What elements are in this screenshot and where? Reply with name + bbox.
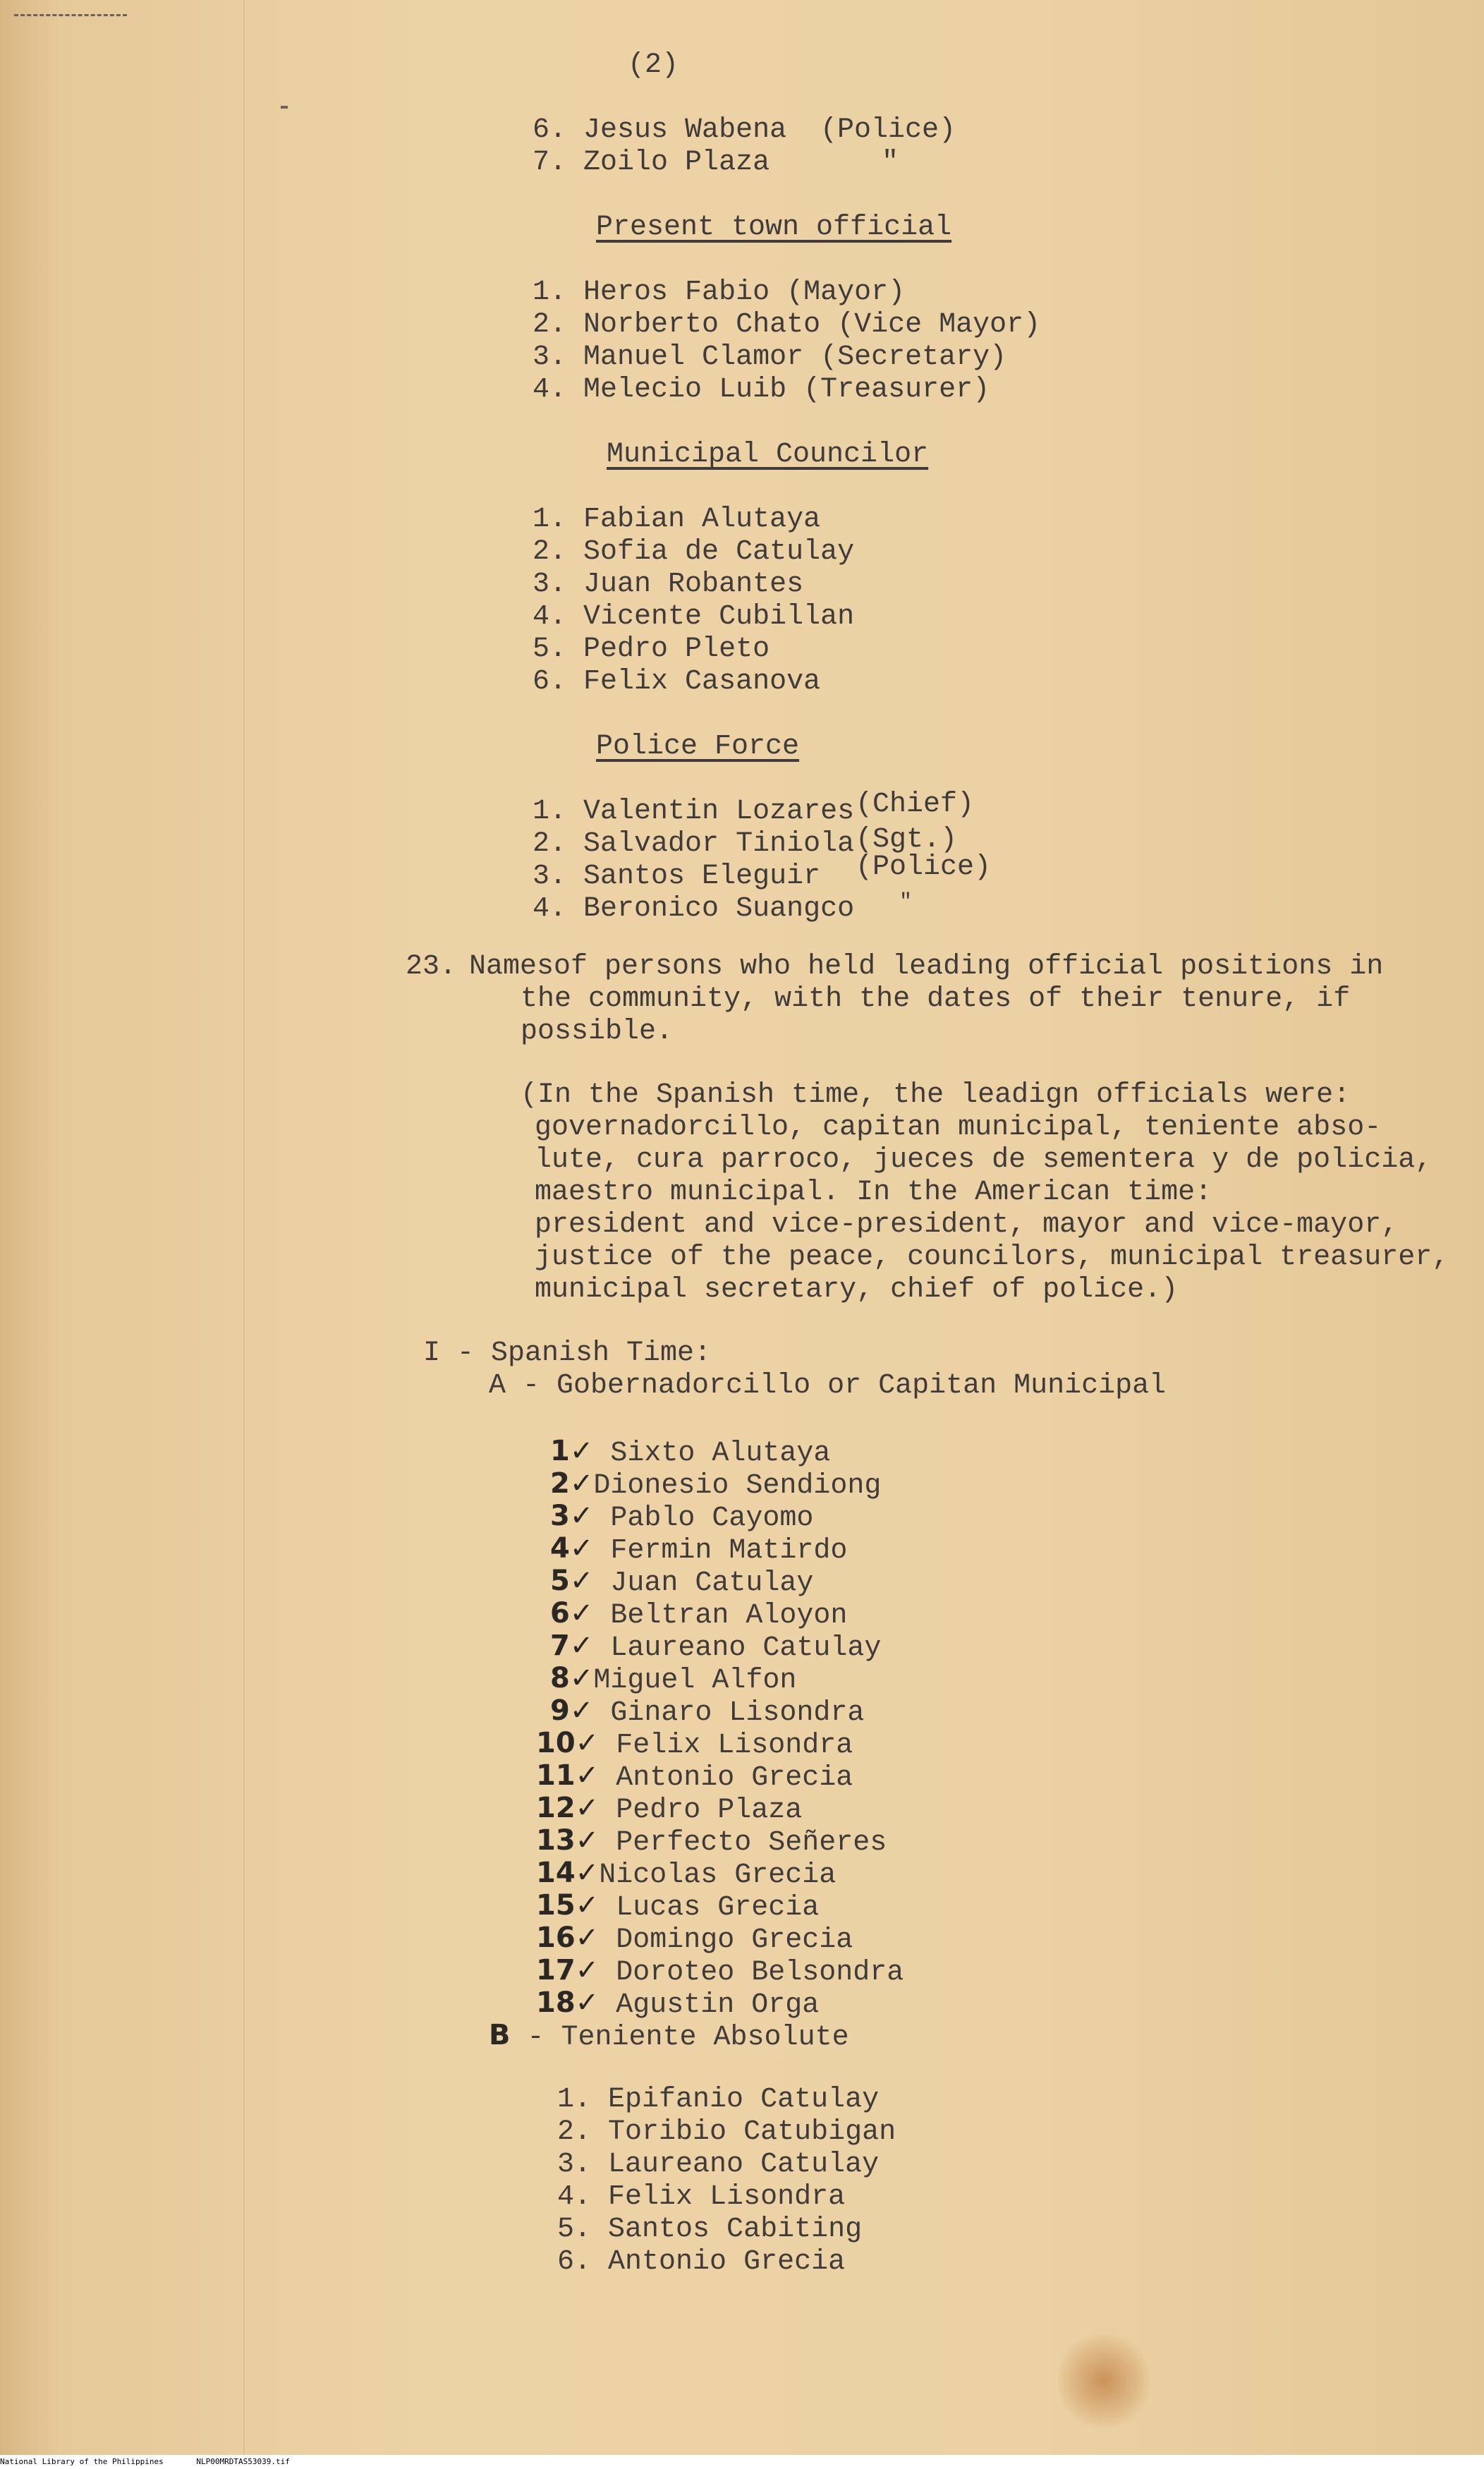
check-icon: ✓ xyxy=(569,1694,594,1727)
subsection-heading: B - Teniente Absolute xyxy=(489,2019,849,2054)
list-item: 6. Felix Casanova xyxy=(533,666,821,698)
section-heading: Municipal Councilor xyxy=(607,439,929,471)
subsection-heading: A - Gobernadorcillo or Capitan Municipal xyxy=(489,1370,1167,1402)
section-heading: I - Spanish Time: xyxy=(423,1337,712,1369)
check-icon: ✓ xyxy=(569,1597,594,1630)
list-item: 6✓ Beltran Aloyon xyxy=(550,1597,848,1632)
list-item: 11✓ Antonio Grecia xyxy=(536,1759,853,1794)
list-item: 1✓ Sixto Alutaya xyxy=(550,1435,831,1469)
list-item: 2✓Dionesio Sendiong xyxy=(550,1467,882,1502)
list-item: 3. Juan Robantes xyxy=(533,569,804,600)
instruction-line: justice of the peace, councilors, municipal treasurer, xyxy=(535,1242,1449,1273)
item-note: (Police) xyxy=(820,114,956,146)
dot-mark xyxy=(281,106,288,109)
item-note: " xyxy=(882,147,899,178)
check-icon: ✓ xyxy=(569,1435,594,1467)
list-item: 16✓ Domingo Grecia xyxy=(536,1922,853,1956)
check-icon: ✓ xyxy=(575,1824,600,1857)
list-item: 2. Salvador Tiniola xyxy=(533,828,855,860)
scan-footer xyxy=(0,2455,1484,2469)
list-item: 13✓ Perfecto Señeres xyxy=(536,1824,887,1859)
instruction-line: president and vice-president, mayor and vice-mayor, xyxy=(535,1209,1399,1241)
instruction-line: municipal secretary, chief of police.) xyxy=(535,1274,1179,1306)
check-icon: ✓ xyxy=(575,1727,600,1759)
list-item: 17✓ Doroteo Belsondra xyxy=(536,1954,904,1989)
question-number: 23. xyxy=(406,951,457,983)
list-item: 1. Heros Fabio (Mayor) xyxy=(533,277,906,308)
instruction-line: governadorcillo, capitan municipal, teniente abso- xyxy=(535,1112,1382,1143)
list-item: 12✓ Pedro Plaza xyxy=(536,1792,803,1826)
list-item: 3✓ Pablo Cayomo xyxy=(550,1500,814,1534)
item-note: " xyxy=(899,890,913,914)
list-item: 18✓ Agustin Orga xyxy=(536,1986,820,2021)
list-item: 4. Vicente Cubillan xyxy=(533,601,855,633)
list-item xyxy=(533,114,786,147)
list-item: 1. Fabian Alutaya xyxy=(533,504,821,535)
item-name: Jesus Wabena xyxy=(583,114,787,146)
list-item: 5. Santos Cabiting xyxy=(557,2214,863,2245)
corner-mark xyxy=(14,14,127,16)
item-number: 6. xyxy=(533,114,567,146)
list-item: 2. Toribio Catubigan xyxy=(557,2116,896,2148)
list-item: 14✓Nicolas Grecia xyxy=(536,1857,837,1891)
check-icon: ✓ xyxy=(575,1986,600,2019)
list-item: 2. Norberto Chato (Vice Mayor) xyxy=(533,309,1041,341)
list-item: 4. Beronico Suangco xyxy=(533,893,855,925)
list-item: 15✓ Lucas Grecia xyxy=(536,1889,820,1924)
fold-line xyxy=(243,0,245,2455)
item-number: 7. xyxy=(533,147,567,178)
check-icon: ✓ xyxy=(569,1532,594,1565)
footer-filename: NLP00MRDTAS53039.tif xyxy=(196,2457,290,2466)
question-line: possible. xyxy=(521,1016,674,1048)
list-item: 3. Manuel Clamor (Secretary) xyxy=(533,341,1007,373)
list-item: 4✓ Fermin Matirdo xyxy=(550,1532,848,1567)
check-icon: ✓ xyxy=(575,1954,600,1986)
list-item: 6. Antonio Grecia xyxy=(557,2246,846,2278)
list-item: 1. Valentin Lozares xyxy=(533,796,855,827)
list-item: 4. Felix Lisondra xyxy=(557,2181,846,2213)
list-item xyxy=(533,147,770,179)
check-icon: ✓ xyxy=(569,1630,594,1662)
check-icon: ✓ xyxy=(575,1857,600,1889)
list-item: 4. Melecio Luib (Treasurer) xyxy=(533,374,990,406)
instruction-line: (In the Spanish time, the leadign officials were: xyxy=(521,1079,1351,1111)
paper-stain xyxy=(1058,2328,1150,2434)
question-line: Namesof persons who held leading official positions in xyxy=(469,951,1384,983)
list-item: 5✓ Juan Catulay xyxy=(550,1565,814,1599)
section-heading: Police Force xyxy=(596,731,800,763)
check-icon: ✓ xyxy=(569,1467,594,1500)
list-item: 8✓Miguel Alfon xyxy=(550,1662,797,1697)
check-icon: ✓ xyxy=(575,1922,600,1954)
list-item: 1. Epifanio Catulay xyxy=(557,2084,880,2116)
list-item: 2. Sofia de Catulay xyxy=(533,536,855,568)
page-number: (2) xyxy=(628,49,679,81)
list-item: 10✓ Felix Lisondra xyxy=(536,1727,853,1761)
question-line: the community, with the dates of their tenure, if xyxy=(521,983,1351,1015)
list-item: 7✓ Laureano Catulay xyxy=(550,1630,882,1664)
item-name: Zoilo Plaza xyxy=(583,147,770,178)
list-item: 3. Santos Eleguir xyxy=(533,861,821,892)
check-icon: ✓ xyxy=(569,1500,594,1532)
item-note: (Police) xyxy=(856,851,992,883)
section-heading: Present town official xyxy=(596,212,952,243)
list-item: 3. Laureano Catulay xyxy=(557,2149,880,2180)
item-note: (Sgt.) xyxy=(856,824,958,856)
list-item: 9✓ Ginaro Lisondra xyxy=(550,1694,865,1729)
list-item: 5. Pedro Pleto xyxy=(533,633,770,665)
check-icon: ✓ xyxy=(569,1662,594,1694)
footer-library: National Library of the Philippines xyxy=(0,2457,164,2466)
check-icon: ✓ xyxy=(575,1792,600,1824)
item-note: (Chief) xyxy=(856,789,975,820)
instruction-line: maestro municipal. In the American time: xyxy=(535,1177,1212,1208)
instruction-line: lute, cura parroco, jueces de sementera y de policia, xyxy=(535,1144,1433,1176)
check-icon: ✓ xyxy=(575,1889,600,1922)
check-icon: ✓ xyxy=(575,1759,600,1792)
check-icon: ✓ xyxy=(569,1565,594,1597)
